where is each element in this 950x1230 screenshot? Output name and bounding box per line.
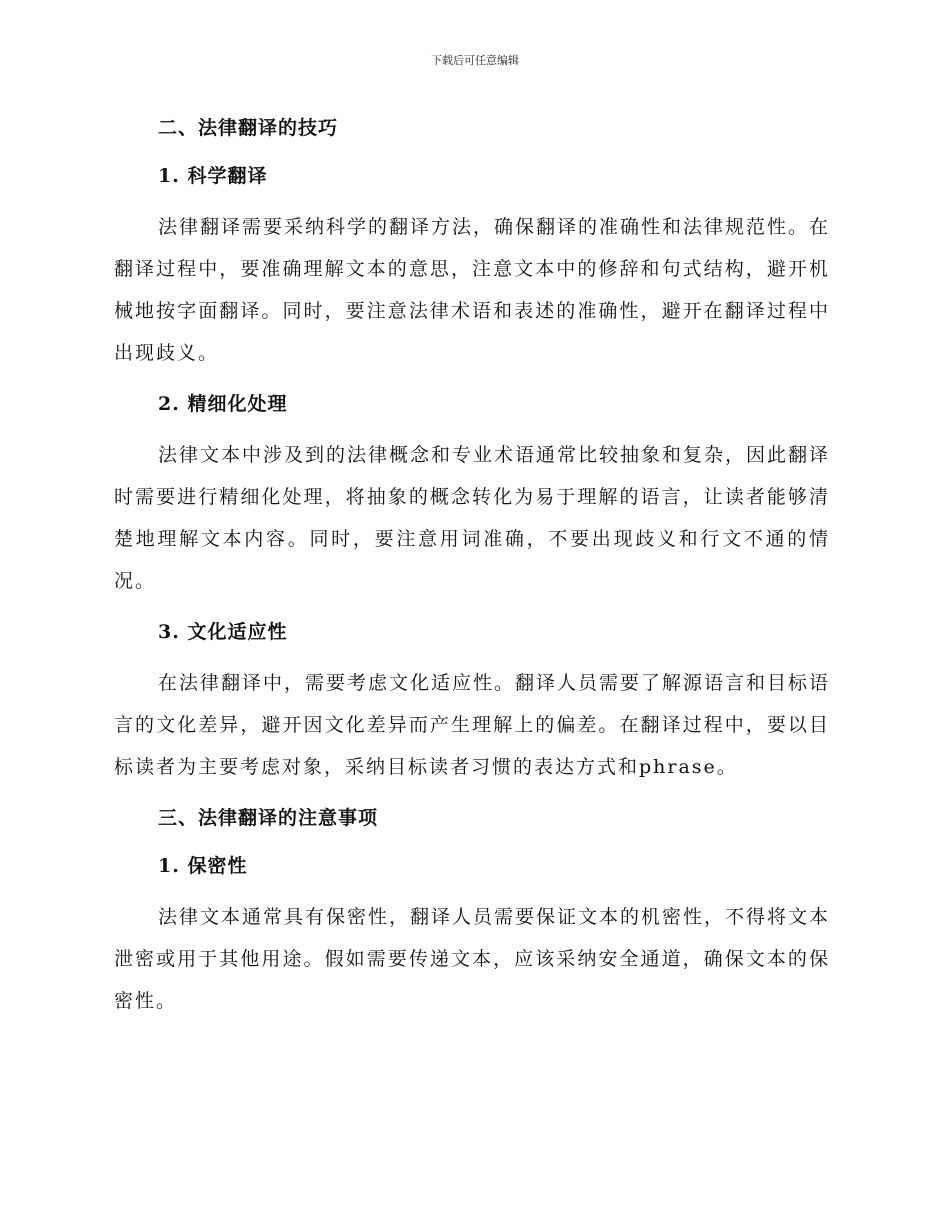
section-heading-techniques: 二、法律翻译的技巧	[158, 117, 339, 139]
subsection-heading-culture: 3. 文化适应性	[158, 621, 288, 643]
paragraph-confidentiality: 法律文本通常具有保密性，翻译人员需要保证文本的机密性，不得将文本泄密或用于其他用途。假如需要传递文本，应该采纳安全通道，确保文本的保密性。	[114, 906, 831, 1012]
document-body	[114, 110, 830, 1034]
subsection-heading-refined: 2. 精细化处理	[158, 393, 288, 415]
paragraph-refined: 法律文本中涉及到的法律概念和专业术语通常比较抽象和复杂，因此翻译时需要进行精细化处理，将抽象的概念转化为易于理解的语言，让读者能够清楚地理解文本内容。同时，要注意用词准确，不要出现歧义和行文不通的情况。	[114, 444, 831, 592]
section-heading-notes: 三、法律翻译的注意事项	[158, 807, 379, 829]
paragraph-culture: 在法律翻译中，需要考虑文化适应性。翻译人员需要了解源语言和目标语言的文化差异，避开因文化差异而产生理解上的偏差。在翻译过程中，要以目标读者为主要考虑对象，采纳目标读者习惯的表达方式和phrase。	[114, 672, 831, 778]
paragraph-scientific: 法律翻译需要采纳科学的翻译方法，确保翻译的准确性和法律规范性。在翻译过程中，要准确理解文本的意思，注意文本中的修辞和句式结构，避开机械地按字面翻译。同时，要注意法律术语和表述的准确性，避开在翻译过程中出现歧义。	[114, 216, 831, 364]
page-header-note: 下载后可任意编辑	[431, 54, 519, 67]
subsection-heading-confidentiality: 1. 保密性	[158, 855, 248, 877]
subsection-heading-scientific: 1. 科学翻译	[158, 165, 268, 187]
